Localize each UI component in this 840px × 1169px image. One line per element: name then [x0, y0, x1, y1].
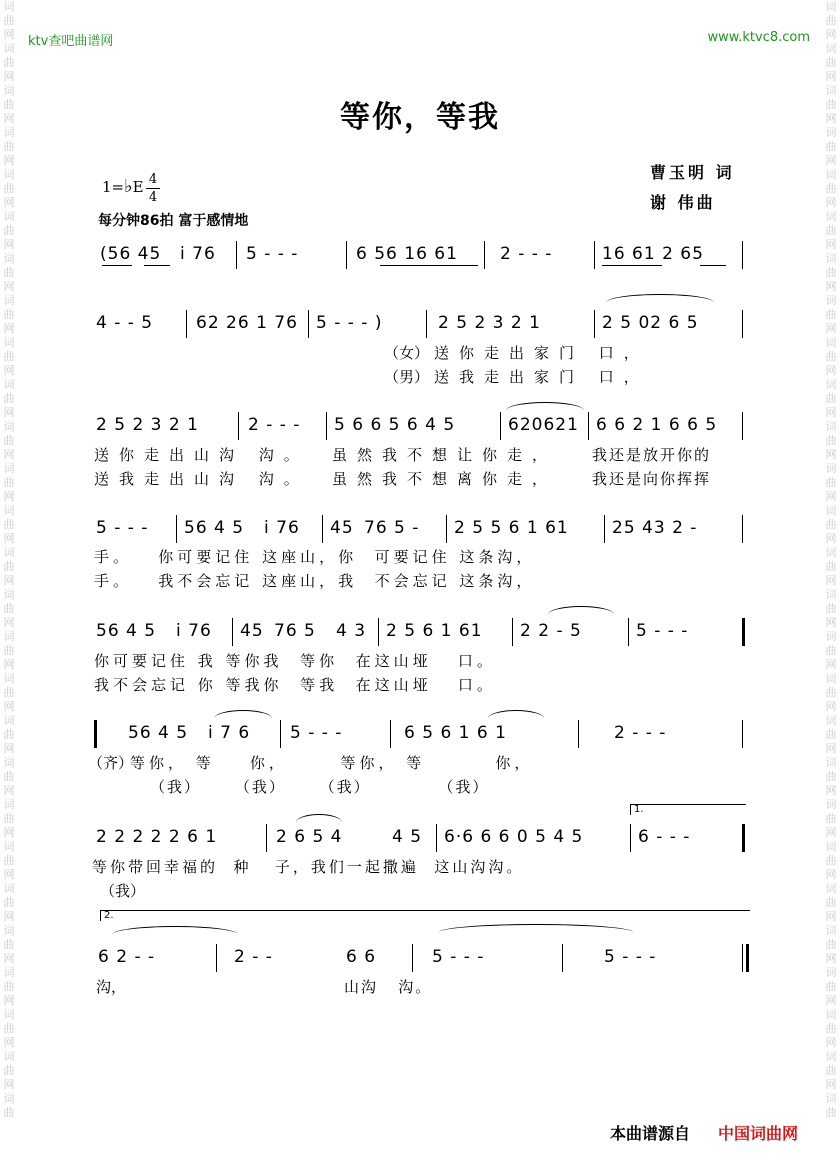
watermark-strip-right: 词 曲 网 词 曲 网 词 曲 网 词 曲 网 词 曲 网 词 曲 网 词 曲 网 词 曲 网 词 曲 网 词 曲 网 词 曲 网 词 曲 网 词 曲 网 词 曲 网 词 曲 网 词 曲 网 词 曲 网 词 曲 网 词 曲 网 词 曲 网 词 曲 网 词 曲 网 词 曲 网 词 曲 网 词 曲 网 词 曲 网 词 曲: [825, 0, 837, 1119]
note-group: 2 6 5 4: [276, 827, 343, 847]
footer-source-link[interactable]: 中国词曲网: [718, 1124, 799, 1143]
note-group: 62 26 1 76: [196, 313, 298, 333]
note-group: 56 4 5: [128, 723, 189, 743]
note-group: 5 - - -: [636, 621, 689, 641]
note-group: 5 - - -: [246, 244, 299, 264]
score-line-2: [0, 312, 840, 342]
barline: [588, 412, 589, 440]
note-group: 6 56 16 61: [356, 244, 458, 264]
note-group: 5 - - -: [604, 947, 657, 967]
slur: [606, 294, 714, 311]
final-barline: [746, 944, 749, 972]
repeat-barline: [742, 824, 745, 852]
lyric-line: 我不会忘记 你 等我你 等我 在这山垭 口。: [94, 676, 496, 694]
lyricist-credit: 曹玉明 词: [650, 163, 735, 182]
note-group: 5 - - -: [290, 723, 343, 743]
barline: [308, 310, 309, 338]
barline: [176, 515, 177, 543]
underline: [700, 265, 726, 266]
note-group: (56 45: [100, 244, 162, 264]
slur: [438, 924, 634, 941]
note-group: 56 4 5: [96, 621, 157, 641]
repeat-barline: [742, 618, 745, 646]
slur: [214, 710, 272, 727]
footer-source-label: 本曲谱源自: [610, 1124, 691, 1143]
key-signature: 1=♭E: [102, 176, 144, 197]
lyric-line: 等你带回幸福的 种 子，我们一起撒遍 这山沟沟。: [92, 858, 525, 876]
barline: [484, 241, 485, 269]
barline: [594, 241, 595, 269]
barline: [280, 720, 281, 748]
barline: [594, 310, 595, 338]
underline: [144, 265, 170, 266]
note-group: 6·6 6 6 0 5 4 5: [444, 827, 584, 847]
note-group: 620621: [508, 415, 579, 435]
lyric-line: （女） 送你走出家门 口，: [384, 344, 649, 362]
slur: [506, 402, 584, 419]
note-group: i 76: [176, 621, 212, 641]
note-group: 4 3: [336, 621, 367, 641]
lyric-line: （我） （我） （我） （我）: [150, 778, 490, 796]
note-group: 16 61 2 65: [602, 244, 704, 264]
note-group: 5 - - -: [96, 518, 149, 538]
barline: [512, 618, 513, 646]
barline: [742, 720, 743, 748]
note-group: 2 5 6 1 61: [386, 621, 483, 641]
note-group: i 7 6: [208, 723, 251, 743]
barline: [238, 412, 239, 440]
second-ending: 2.: [100, 910, 750, 921]
slur: [548, 606, 614, 623]
barline: [500, 412, 501, 440]
lyric-line: 送我走出山沟 沟。 虽然我不想离你走， 我还是向你挥挥: [94, 470, 712, 488]
score-line-8: [0, 946, 840, 976]
note-group: 6 6: [346, 947, 377, 967]
barline: [742, 310, 743, 338]
barline: [346, 241, 347, 269]
barline: [390, 720, 391, 748]
barline: [426, 310, 427, 338]
barline: [436, 824, 437, 852]
note-group: 5 6 6 5 6 4 5: [334, 415, 456, 435]
note-group: 4 - - 5: [96, 313, 154, 333]
note-group: 2 - - -: [248, 415, 301, 435]
note-group: 6 2 - -: [98, 947, 156, 967]
barline: [326, 412, 327, 440]
score-line-7: [0, 826, 840, 856]
note-group: 76 5 -: [364, 518, 420, 538]
barline: [742, 944, 743, 972]
note-group: 25 43 2 -: [612, 518, 698, 538]
note-group: 2 5 2 3 2 1: [96, 415, 199, 435]
song-title: 等你，等我: [340, 100, 500, 135]
underline: [380, 265, 478, 266]
lyric-line: （男） 送我走出家门 口，: [384, 368, 649, 386]
note-group: 6 - - -: [638, 827, 691, 847]
score-line-5: [0, 620, 840, 650]
note-group: i 76: [264, 518, 300, 538]
lyric-line: 沟， 山沟 沟。: [96, 978, 433, 996]
score-line-1: [0, 243, 840, 273]
lyric-line: 手。 你可要记住 这座山，你 可要记住 这条沟，: [94, 548, 536, 566]
barline: [742, 412, 743, 440]
note-group: 45: [330, 518, 354, 538]
note-group: i 76: [180, 244, 216, 264]
note-group: 76 5: [274, 621, 316, 641]
underline: [102, 265, 132, 266]
slur: [296, 814, 342, 831]
barline: [628, 618, 629, 646]
lyric-line: 送你走出山沟 沟。 虽然我不想让你走， 我还是放开你的: [94, 446, 712, 464]
note-group: 2 - -: [234, 947, 273, 967]
barline: [378, 618, 379, 646]
slur: [488, 710, 544, 727]
header-site-name[interactable]: ktv查吧曲谱网: [28, 34, 114, 49]
note-group: 2 5 5 6 1 61: [454, 518, 569, 538]
note-group: 6 6 2 1 6 6 5: [596, 415, 718, 435]
note-group: 5 - - -: [432, 947, 485, 967]
barline: [232, 618, 233, 646]
composer-credit: 谢 伟曲: [650, 193, 716, 212]
lyric-line: 手。 我不会忘记 这座山，我 不会忘记 这条沟，: [94, 572, 536, 590]
slur: [112, 926, 238, 943]
barline: [412, 944, 413, 972]
lyric-line: 你可要记住 我 等你我 等你 在这山垭 口。: [94, 652, 496, 670]
score-line-4: [0, 517, 840, 547]
note-group: 4 5: [392, 827, 423, 847]
note-group: 2 2 - 5: [520, 621, 582, 641]
barline: [186, 310, 187, 338]
header-site-url[interactable]: www.ktvc8.com: [707, 30, 810, 45]
note-group: 2 - - -: [500, 244, 553, 264]
first-ending: 1.: [630, 804, 746, 815]
time-signature: 4 4: [145, 172, 161, 205]
watermark-strip-left: 词 曲 网 词 曲 网 词 曲 网 词 曲 网 词 曲 网 词 曲 网 词 曲 网 词 曲 网 词 曲 网 词 曲 网 词 曲 网 词 曲 网 词 曲 网 词 曲 网 词 曲 网 词 曲 网 词 曲 网 词 曲 网 词 曲 网 词 曲 网 词 曲 网 词 曲 网 词 曲 网 词 曲 网 词 曲 网 词 曲 网 词 曲: [3, 0, 15, 1119]
note-group: 2 5 02 6 5: [602, 313, 699, 333]
lyric-line: （我）: [100, 882, 146, 900]
note-group: 45: [240, 621, 264, 641]
barline: [322, 515, 323, 543]
score-line-6: [0, 722, 840, 752]
barline: [578, 720, 579, 748]
underline: [602, 265, 662, 266]
barline: [742, 515, 743, 543]
tempo-marking: 每分钟86拍 富于感情地: [98, 213, 249, 229]
note-group: 2 5 2 3 2 1: [438, 313, 541, 333]
barline: [266, 824, 267, 852]
note-group: 56 4 5: [184, 518, 245, 538]
score-line-3: [0, 414, 840, 444]
lyric-line: （齐） 等你， 等 你， 等你， 等 你，: [88, 754, 534, 772]
repeat-barline: [94, 720, 97, 748]
barline: [604, 515, 605, 543]
note-group: 6 5 6 1 6 1: [404, 723, 507, 743]
note-group: 2 - - -: [614, 723, 667, 743]
barline: [742, 241, 743, 269]
barline: [562, 944, 563, 972]
note-group: 2 2 2 2 2 6 1: [96, 827, 218, 847]
note-group: 5 - - - ): [316, 313, 383, 333]
barline: [236, 241, 237, 269]
barline: [630, 824, 631, 852]
barline: [446, 515, 447, 543]
barline: [216, 944, 217, 972]
